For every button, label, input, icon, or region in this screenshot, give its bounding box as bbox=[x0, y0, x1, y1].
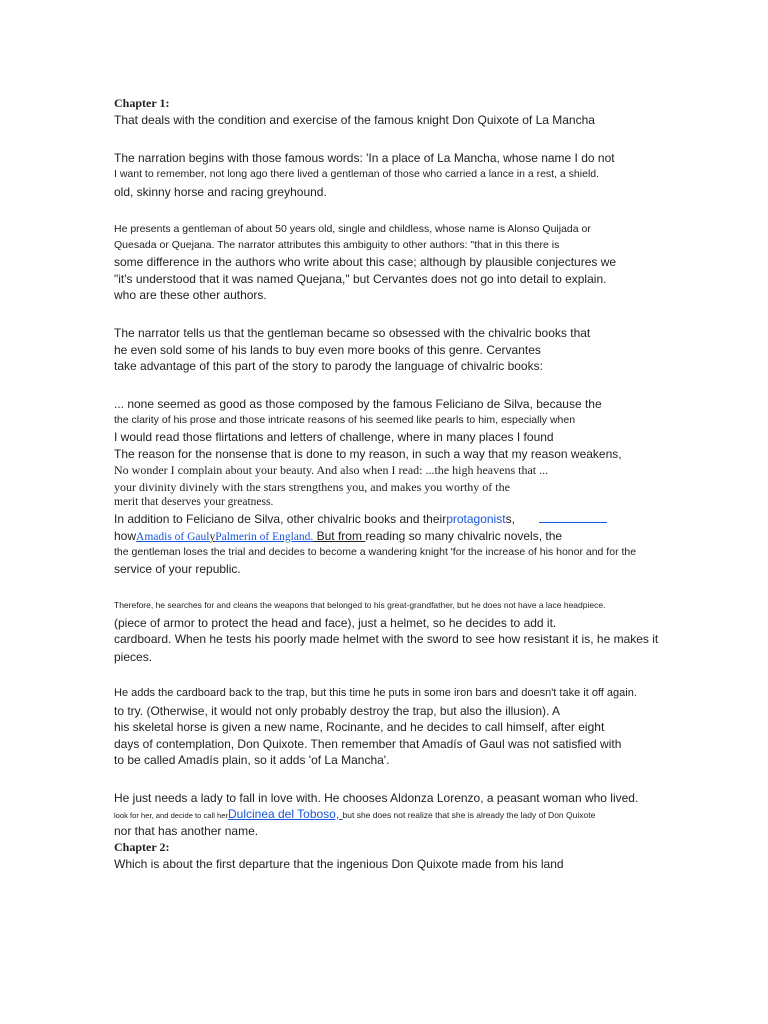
para3-line2: he even sold some of his lands to buy even more books of this genre. Cervantes bbox=[114, 343, 541, 357]
para4-line1-suffix: s, bbox=[505, 512, 515, 526]
para6-line3: his skeletal horse is given a new name, Rocinante, and he decides to call himself, after eight bbox=[114, 720, 605, 734]
para6-line1: He adds the cardboard back to the trap, but this time he puts in some iron bars and doesn't take it off again. bbox=[114, 687, 637, 699]
para5-line3: cardboard. When he tests his poorly made helmet with the sword to see how resistant it is, he makes it bbox=[114, 632, 659, 646]
chapter-1-heading: Chapter 1: bbox=[114, 96, 170, 110]
para2-line3: some difference in the authors who write about this case; although by plausible conjectures we bbox=[114, 255, 617, 269]
quote-line6: your divinity divinely with the stars strengthens you, and makes you worthy of the bbox=[114, 480, 510, 494]
blank-underline bbox=[539, 513, 607, 523]
para1-line3: old, skinny horse and racing greyhound. bbox=[114, 185, 327, 199]
para5-line2: (piece of armor to protect the head and face), just a helmet, so he decides to add it. bbox=[114, 616, 557, 630]
para4-line2-underlined: But from bbox=[313, 529, 366, 543]
quote-line1: ... none seemed as good as those composed by the famous Feliciano de Silva, because the bbox=[114, 397, 602, 411]
para4-line1 bbox=[114, 513, 607, 525]
para5-line1: Therefore, he searches for and cleans the weapons that belonged to his great-grandfather, but he does not have a lace headpiece. bbox=[114, 600, 606, 610]
para7-line2-prefix: look for her, and decide to call her bbox=[114, 811, 228, 820]
para4-line2-text: reading so many chivalric novels, the bbox=[365, 529, 563, 543]
para4-line2-prefix: how bbox=[114, 529, 137, 543]
para7-line3: nor that has another name. bbox=[114, 824, 259, 838]
chapter-2-heading: Chapter 2: bbox=[114, 840, 170, 854]
dulcinea-link[interactable]: Dulcinea del Toboso, bbox=[227, 807, 343, 821]
para3-line1: The narrator tells us that the gentleman became so obsessed with the chivalric books that bbox=[114, 326, 591, 340]
quote-line3: I would read those flirtations and letters of challenge, where in many places I found bbox=[114, 430, 554, 444]
para7-line2-text: but she does not realize that she is already the lady of Don Quixote bbox=[342, 810, 596, 820]
chapter-1-subtitle: That deals with the condition and exercise of the famous knight Don Quixote of La Mancha bbox=[114, 113, 595, 127]
quote-line4: The reason for the nonsense that is done to my reason, in such a way that my reason weakens, bbox=[114, 447, 622, 461]
para2-line1: He presents a gentleman of about 50 years old, single and childless, whose name is Alonso Quijada or bbox=[114, 223, 591, 235]
para5-line4: pieces. bbox=[114, 650, 153, 664]
quote-line2: the clarity of his prose and those intricate reasons of his seemed like pearls to him, especially when bbox=[114, 414, 576, 426]
para7-line2 bbox=[114, 808, 595, 820]
quote-line5: No wonder I complain about your beauty. And also when I read: ...the high heavens that ... bbox=[114, 463, 549, 477]
para4-line2 bbox=[114, 530, 562, 544]
para6-line5: to be called Amadís plain, so it adds 'of La Mancha'. bbox=[114, 753, 390, 767]
para4-line1-text: In addition to Feliciano de Silva, other chivalric books and their bbox=[114, 512, 447, 526]
para3-line3: take advantage of this part of the story to parody the language of chivalric books: bbox=[114, 359, 543, 373]
para4-line4: service of your republic. bbox=[114, 562, 241, 576]
palmerin-of-england-link[interactable]: Palmerin of England. bbox=[215, 531, 314, 543]
para2-line2: Quesada or Quejana. The narrator attributes this ambiguity to other authors: "that in this there is bbox=[114, 239, 560, 251]
para7-line1: He just needs a lady to fall in love with. He chooses Aldonza Lorenzo, a peasant woman who lived. bbox=[114, 791, 639, 805]
para2-line4: "it's understood that it was named Quejana," but Cervantes does not go into detail to explain. bbox=[114, 272, 607, 286]
para4-line3: the gentleman loses the trial and decides to become a wandering knight 'for the increase of his honor and for the bbox=[114, 546, 637, 558]
amadis-of-gaul-link[interactable]: Amadis of Gaul bbox=[136, 531, 210, 543]
para6-line2: to try. (Otherwise, it would not only probably destroy the trap, but also the illusion). A bbox=[114, 704, 560, 718]
para6-line4: days of contemplation, Don Quixote. Then remember that Amadís of Gaul was not satisfied with bbox=[114, 737, 622, 751]
para1-line2: I want to remember, not long ago there lived a gentleman of those who carried a lance in a rest, a shield. bbox=[114, 168, 600, 180]
quote-line7: merit that deserves your greatness. bbox=[114, 496, 274, 508]
para4-line2-conj: y bbox=[209, 531, 216, 543]
para2-line5: who are these other authors. bbox=[114, 288, 267, 302]
chapter-2-subtitle: Which is about the first departure that the ingenious Don Quixote made from his land bbox=[114, 857, 564, 871]
para1-line1: The narration begins with those famous words: 'In a place of La Mancha, whose name I do not bbox=[114, 151, 615, 165]
protagonist-link[interactable]: protagonist bbox=[446, 512, 506, 526]
